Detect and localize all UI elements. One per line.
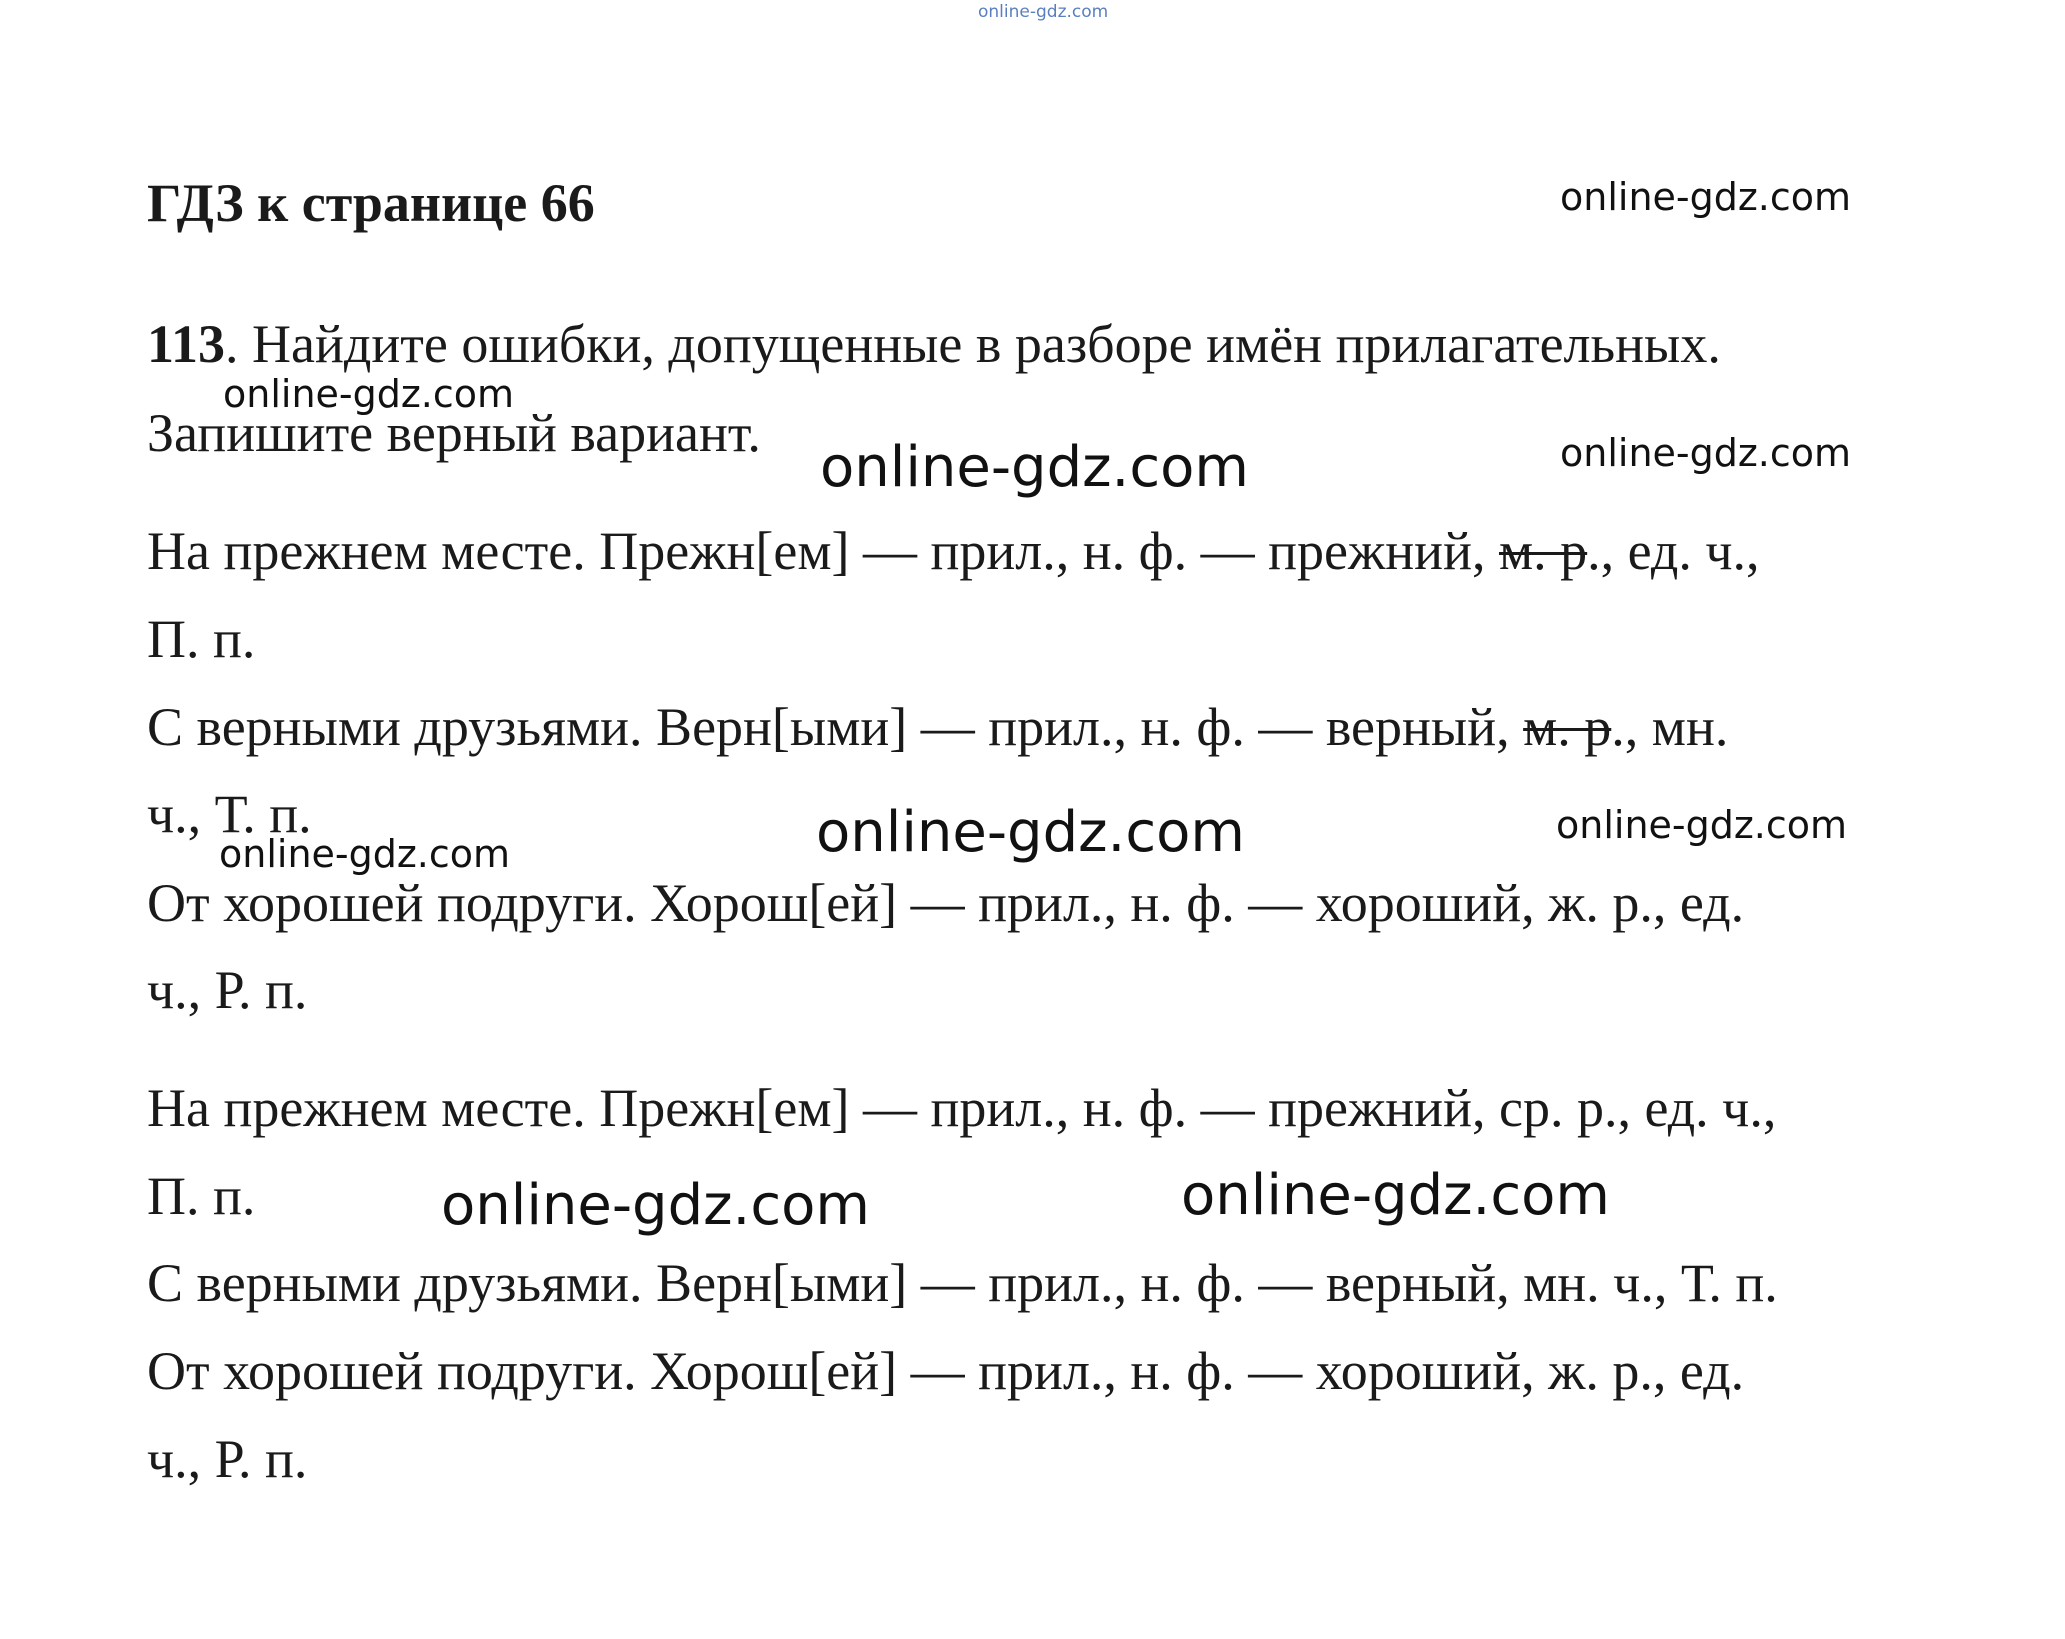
error-line-2 [147, 697, 1729, 757]
error-1-struck: м. р [1498, 521, 1588, 581]
answer-line-3-cont: ч., Р. п. [147, 1429, 308, 1489]
error-2-after: ., мн. [1611, 697, 1729, 757]
error-line-1 [147, 521, 1760, 581]
error-line-3-cont: ч., Р. п. [147, 960, 308, 1020]
error-line-3: От хорошей подруги. Хорош[ей] — прил., н. ф. — хороший, ж. р., ед. [147, 873, 1745, 933]
error-2-struck: м. р [1523, 697, 1612, 757]
error-line-2-cont: ч., Т. п. [147, 784, 312, 844]
answer-line-3: От хорошей подруги. Хорош[ей] — прил., н. ф. — хороший, ж. р., ед. [147, 1341, 1745, 1401]
error-1-after: ., ед. ч., [1587, 521, 1760, 581]
task-line-2: Запишите верный вариант. [147, 403, 761, 463]
watermark: online-gdz.com [1181, 1163, 1610, 1228]
error-1-text: На прежнем месте. Прежн[ем] — прил., н. ф. — прежний, [147, 521, 1499, 581]
watermark: online-gdz.com [219, 832, 511, 876]
watermark-top: online-gdz.com [978, 2, 1109, 22]
answer-line-1-cont: П. п. [147, 1166, 256, 1226]
error-line-1-cont: П. п. [147, 609, 256, 669]
task-number: 113 [147, 314, 226, 374]
watermark: online-gdz.com [820, 435, 1249, 500]
error-2-text: С верными друзьями. Верн[ыми] — прил., н. ф. — верный, [147, 697, 1524, 757]
watermark: online-gdz.com [223, 372, 515, 416]
watermark: online-gdz.com [1560, 431, 1852, 475]
task-text: . Найдите ошибки, допущенные в разборе имён прилагательных. [225, 314, 1721, 374]
watermark: online-gdz.com [1556, 803, 1848, 847]
page-title: ГДЗ к странице 66 [147, 173, 595, 233]
watermark: online-gdz.com [816, 800, 1245, 865]
answer-line-2: С верными друзьями. Верн[ыми] — прил., н. ф. — верный, мн. ч., Т. п. [147, 1253, 1778, 1313]
watermark: online-gdz.com [1560, 175, 1852, 219]
task-line-1 [147, 314, 1721, 374]
watermark: online-gdz.com [441, 1173, 870, 1238]
answer-line-1: На прежнем месте. Прежн[ем] — прил., н. ф. — прежний, ср. р., ед. ч., [147, 1078, 1777, 1138]
